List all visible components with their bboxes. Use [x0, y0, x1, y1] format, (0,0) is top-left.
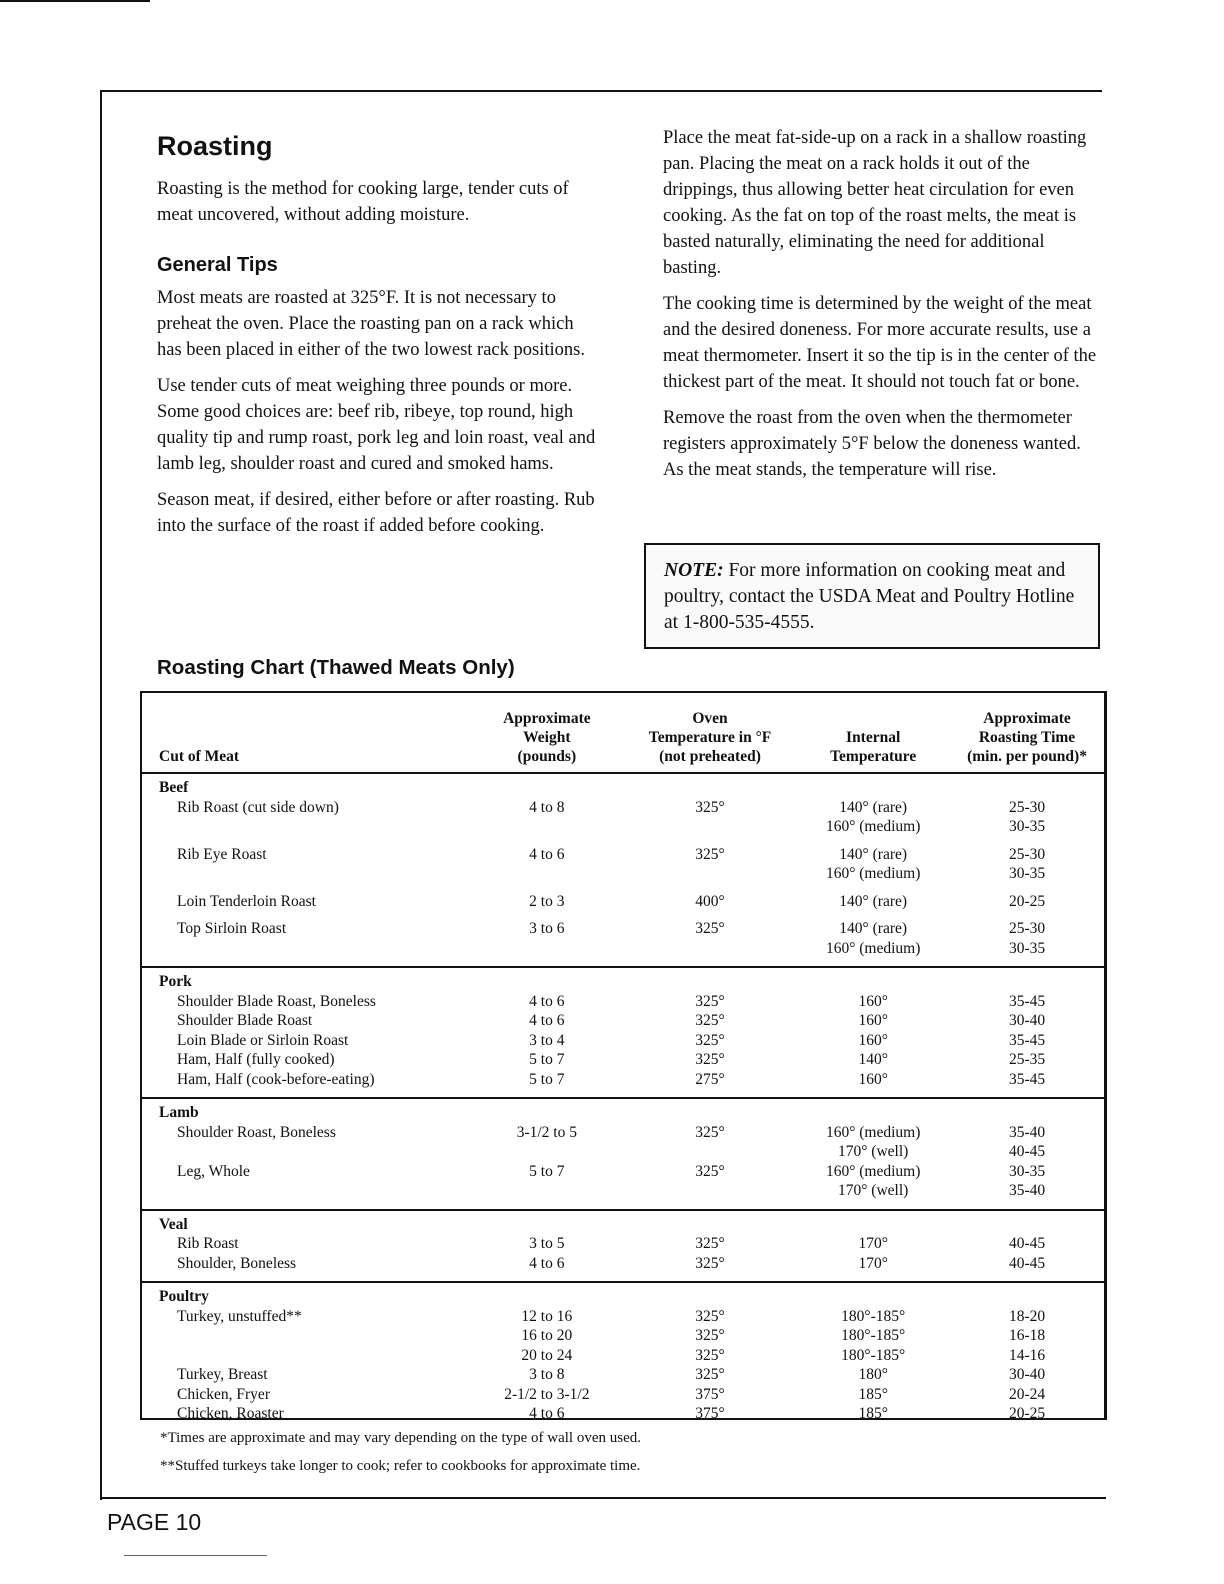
category-label: Beef	[159, 779, 189, 796]
header-cut: Cut of Meat	[159, 748, 240, 765]
roasting-chart-table	[140, 691, 1107, 1420]
table-row: Loin Blade or Sirloin Roast 3 to 4 325° 160° 35-45	[177, 1031, 1046, 1049]
table-row: 20 to 24 325° 180°-185° 14-16	[521, 1346, 1046, 1364]
left-column	[157, 125, 597, 549]
decorative-line	[124, 1555, 267, 1556]
tip-paragraph-3: Season meat, if desired, either before or after roasting. Rub into the surface of the roast if added before cooking.	[157, 490, 595, 536]
category-label: Poultry	[159, 1288, 209, 1305]
page-number: PAGE 10	[107, 1509, 202, 1535]
frame-bottom-rule	[100, 1497, 1106, 1499]
tip-paragraph-1: Most meats are roasted at 325°F. It is not necessary to preheat the oven. Place the roasting pan on a rack which has been placed in either of the two lowest rack positions.	[157, 288, 585, 360]
table-row: Top Sirloin Roast 3 to 6 325° 140° (rare) 160° (medium) 25-30 30-35	[177, 920, 1046, 957]
table-row: Leg, Whole 5 to 7 325° 160° (medium) 170° (well) 30-35 35-40	[177, 1162, 1046, 1199]
table-row: Chicken, Fryer 2-1/2 to 3-1/2 375° 185° 20-24	[177, 1385, 1046, 1403]
note-label: NOTE:	[664, 560, 724, 581]
chart-title: Roasting Chart (Thawed Meats Only)	[157, 656, 515, 679]
category-label: Lamb	[159, 1104, 199, 1121]
veal-group	[142, 1210, 1104, 1283]
footnote-stuffed: **Stuffed turkeys take longer to cook; refer to cookbooks for approximate time.	[160, 1458, 641, 1474]
intro-paragraph: Roasting is the method for cooking large, tender cuts of meat uncovered, without adding moisture.	[157, 179, 569, 225]
remove-roast-paragraph: Remove the roast from the oven when the thermometer registers approximately 5°F below the doneness wanted. As the meat stands, the temperature will rise.	[663, 408, 1081, 480]
tips-heading: General Tips	[157, 254, 278, 276]
table-row: Loin Tenderloin Roast 2 to 3 400° 140° (rare) 20-25	[177, 892, 1046, 910]
cooking-time-paragraph: The cooking time is determined by the weight of the meat and the desired doneness. For more accurate results, use a meat thermometer. Insert it so the tip is in the center of the thickest part of the meat. It should not touch fat or bone.	[663, 294, 1097, 392]
poultry-group	[142, 1282, 1104, 1424]
table-row: Turkey, Breast 3 to 8 325° 180° 30-40	[177, 1366, 1046, 1383]
table-row: Shoulder Blade Roast, Boneless 4 to 6 325° 160° 35-45	[177, 992, 1046, 1010]
right-column	[663, 125, 1105, 493]
table-row: Shoulder, Boneless 4 to 6 325° 170° 40-45	[177, 1254, 1046, 1272]
table-row: Rib Roast 3 to 5 325° 170° 40-45	[177, 1235, 1046, 1252]
table-row: Ham, Half (cook-before-eating) 5 to 7 275° 160° 35-45	[177, 1070, 1046, 1088]
frame-top-rule	[100, 90, 1102, 92]
rack-paragraph: Place the meat fat-side-up on a rack in a shallow roasting pan. Placing the meat on a rack holds it out of the drippings, thus allowing better heat circulation for even cooking. As the fat on top of the roast melts, the meat is basted naturally, eliminating the need for additional basting.	[663, 128, 1087, 278]
tip-paragraph-2: Use tender cuts of meat weighing three pounds or more. Some good choices are: beef rib, ribeye, top round, high quality tip and rump roast, pork leg and loin roast, veal and lamb leg, shoulder roast and cured and smoked hams.	[157, 376, 596, 474]
table-row: Ham, Half (fully cooked) 5 to 7 325° 140° 25-35	[177, 1051, 1046, 1068]
top-rule	[0, 0, 150, 2]
section-title: Roasting	[157, 131, 273, 161]
header-weight: Approximate Weight (pounds)	[503, 710, 591, 765]
table-row: 16 to 20 325° 180°-185° 16-18	[521, 1327, 1046, 1344]
category-label: Veal	[159, 1215, 188, 1233]
beef-group	[142, 773, 1104, 967]
header-internal-temp: Internal Temperature	[830, 729, 917, 765]
header-oven-temp: Oven Temperature in °F (not preheated)	[648, 710, 772, 765]
table-row: Chicken, Roaster 4 to 6 375° 185° 20-25	[177, 1405, 1046, 1422]
header-roasting-time: Approximate Roasting Time (min. per pound)*	[967, 710, 1087, 765]
pork-group	[142, 967, 1104, 1098]
table-row: Turkey, unstuffed** 12 to 16 325° 180°-185° 18-20	[177, 1307, 1046, 1325]
category-label: Pork	[159, 973, 192, 990]
note-text: For more information on cooking meat and poultry, contact the USDA Meat and Poultry Hotline at 1-800-535-4555.	[664, 560, 1075, 633]
table-row: Rib Eye Roast 4 to 6 325° 140° (rare) 160° (medium) 25-30 30-35	[177, 845, 1046, 882]
lamb-group	[142, 1098, 1104, 1210]
note-box	[644, 543, 1100, 649]
table-header-row	[142, 693, 1104, 773]
table-row: Shoulder Roast, Boneless 3-1/2 to 5 325° 160° (medium) 170° (well) 35-40 40-45	[177, 1123, 1046, 1160]
table-row: Rib Roast (cut side down) 4 to 8 325° 140° (rare) 160° (medium) 25-30 30-35	[177, 798, 1046, 835]
footnote-times: *Times are approximate and may vary depending on the type of wall oven used.	[160, 1430, 641, 1446]
frame-left-rule	[100, 90, 102, 1500]
table-row: Shoulder Blade Roast 4 to 6 325° 160° 30-40	[177, 1012, 1046, 1029]
